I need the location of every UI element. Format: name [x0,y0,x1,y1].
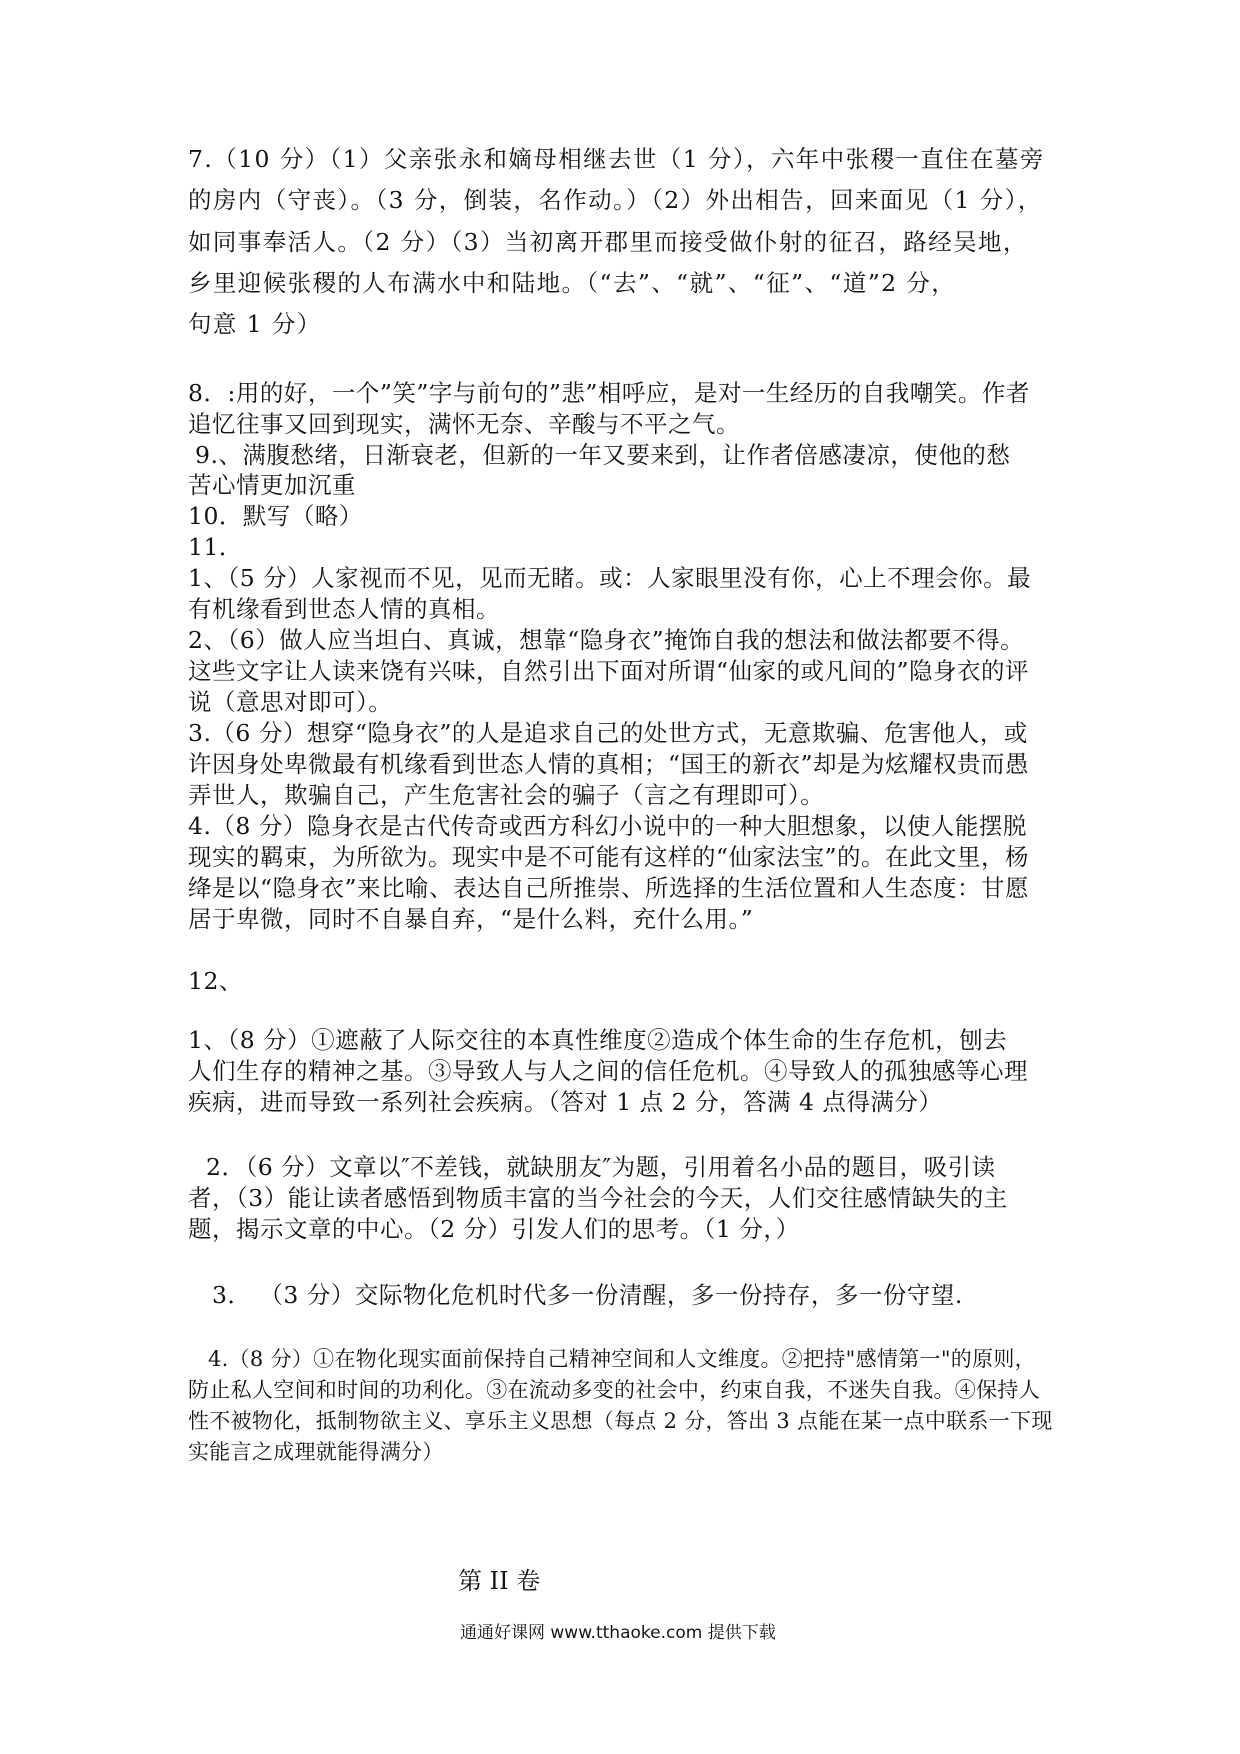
text-line: 乡里迎候张稷的人布满水中和陆地。（“去”、“就”、“征”、“道”2 分， [188,269,957,297]
text-line: 现实的羁束，为所欲为。现实中是不可能有这样的“仙家法宝”的。在此文里，杨 [188,843,1030,871]
text-line: 居于卑微，同时不自暴自弃，“是什么料，充什么用。” [188,905,754,933]
text-line: 绛是以“隐身衣”来比喻、表达自己所推崇、所选择的生活位置和人生态度：甘愿 [188,874,1030,902]
section-heading: 11． [188,533,243,561]
text-line: 4.（8 分）①在物化现实面前保持自己精神空间和人文维度。②把持"感情第一"的原则， [208,1347,1036,1371]
text-line: 9.、满腹愁绪，日渐衰老，但新的一年又要来到，让作者倍感凄凉，使他的愁 [195,441,1011,469]
text-line: 题，揭示文章的中心。（2 分）引发人们的思考。（1 分，） [188,1215,800,1243]
text-line: 1、（8 分）①遮蔽了人际交往的本真性维度②造成个体生命的生存危机，刨去 [188,1026,1008,1054]
answer-10: 10．默写（略） [188,502,363,530]
text-line: 实能言之成理就能得满分） [188,1440,444,1464]
text-line: 7.（10 分）（1）父亲张永和嫡母相继去世（1 分），六年中张稷一直住在墓旁 [188,145,1045,173]
text-line: 的房内（守丧）。（3 分，倒装，名作动。）（2）外出相告，回来面见（1 分）， [188,186,1043,214]
text-line: 4.（8 分）隐身衣是古代传奇或西方科幻小说中的一种大胆想象，以使人能摆脱 [188,812,1027,840]
text-line: 3.（6 分）想穿“隐身衣”的人是追求自己的处世方式，无意欺骗、危害他人，或 [188,719,1028,747]
text-line: 2、（6）做人应当坦白、真诚，想靠“隐身衣”掩饰自我的想法和做法都要不得。 [188,626,1025,654]
text-line: 8．:用的好，一个”笑”字与前句的”悲”相呼应，是对一生经历的自我嘲笑。作者 [188,379,1030,407]
text-line: 许因身处卑微最有机缘看到世态人情的真相；“国王的新衣”却是为炫耀权贵而愚 [188,750,1030,778]
text-line: 有机缘看到世态人情的真相。 [188,595,500,623]
text-line: 3． （3 分）交际物化危机时代多一份清醒，多一份持存，多一份守望. [212,1281,963,1309]
text-line: 如同事奉活人。（2 分）（3）当初离开郡里而接受做仆射的征召，路经吴地， [188,228,1028,256]
text-line: 者，（3）能让读者感悟到物质丰富的当今社会的今天，人们交往感情缺失的主 [188,1184,1008,1212]
text-line: 说（意思对即可）。 [188,688,393,716]
page-footer: 通通好课网 www.tthaoke.com 提供下载 [460,1623,776,1643]
text-line: 2．（6 分）文章以″不差钱，就缺朋友″为题，引用着名小品的题目，吸引读 [206,1153,996,1181]
text-line: 句意 1 分） [188,310,322,338]
text-line: 人们生存的精神之基。③导致人与人之间的信任危机。④导致人的孤独感等心理 [188,1057,1028,1085]
text-line: 追忆往事又回到现实，满怀无奈、辛酸与不平之气。 [188,410,740,438]
text-line: 1、（5 分）人家视而不见，见而无睹。或：人家眼里没有你，心上不理会你。最 [188,564,1032,592]
text-line: 苦心情更加沉重 [188,471,356,499]
text-line: 疾病，进而导致一系列社会疾病。（答对 1 点 2 分，答满 4 点得满分） [188,1088,943,1116]
text-line: 弄世人，欺骗自己，产生危害社会的骗子（言之有理即可）。 [188,781,825,809]
text-line: 这些文字让人读来饶有兴味，自然引出下面对所谓“仙家的或凡间的”隐身衣的评 [188,657,1030,685]
section-title: 第 II 卷 [458,1567,541,1595]
text-line: 性不被物化，抵制物欲主义、享乐主义思想（每点 2 分，答出 3 点能在某一点中联系一下现 [188,1409,1053,1433]
section-heading: 12、 [188,967,243,995]
text-line: 防止私人空间和时间的功利化。③在流动多变的社会中，约束自我，不迷失自我。④保持人 [188,1378,1040,1402]
